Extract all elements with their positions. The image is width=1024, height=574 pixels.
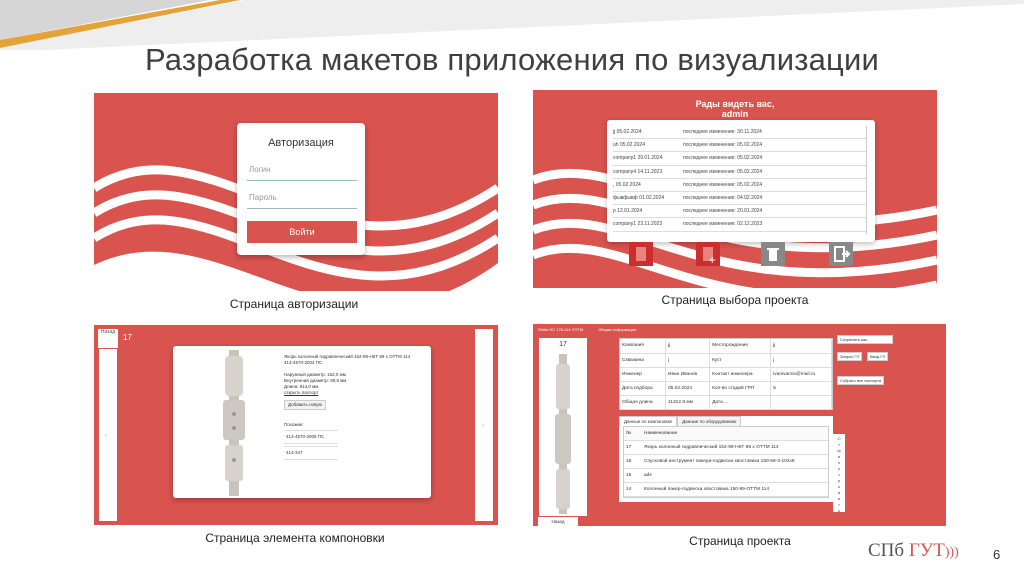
filter-label: О т ф и л ь т р о в а т ь — [837, 436, 841, 513]
university-logo — [868, 540, 959, 562]
field-value[interactable]: jj — [666, 339, 710, 353]
caption-element: Страница элемента компоновки — [205, 531, 385, 545]
caption-select-project: Страница выбора проекта — [661, 293, 809, 307]
logo-waves: ))) — [944, 545, 959, 560]
input-gp-button[interactable]: Ввод ГП — [867, 352, 888, 361]
chevron-left-icon: ‹ — [105, 433, 107, 439]
project-list — [607, 120, 875, 242]
project-changed: последнее изменение: 04.02.2024 — [683, 194, 763, 201]
field-value[interactable]: ivanivanov@mail.ru — [771, 367, 832, 381]
element-info — [284, 354, 424, 460]
field-label: Месторождение — [710, 339, 771, 353]
caption-project: Страница проекта — [689, 534, 791, 548]
project-name: Strike НС 178-114 ОТТМ — [538, 327, 584, 332]
auth-page-mockup — [94, 93, 498, 291]
field-value[interactable]: Иван Иванов — [666, 367, 710, 381]
info-row — [620, 395, 832, 409]
add-new-button[interactable]: Добавить новую — [284, 400, 326, 410]
info-row — [620, 353, 832, 367]
project-row[interactable] — [613, 179, 867, 192]
project-changed: последнее изменение: 20.01.2024 — [683, 208, 763, 215]
layout-grid — [623, 426, 829, 498]
save-as-select[interactable]: Сохранить как... — [837, 335, 893, 344]
info-row — [620, 339, 832, 353]
select-project-mockup — [533, 90, 937, 288]
request-gp-button[interactable]: Запрос ГП — [837, 352, 862, 361]
svg-text:+: + — [708, 255, 717, 266]
similar-item[interactable]: 413-347 — [284, 446, 338, 460]
project-changed: последнее изменение: 30.11.2024 — [683, 129, 762, 135]
field-value[interactable]: j — [771, 353, 832, 367]
logo-text: СПб — [868, 540, 905, 561]
project-name: company4 14.11.2023 — [613, 168, 663, 175]
info-row — [620, 381, 832, 395]
auth-card — [237, 123, 365, 255]
list-scrollbar[interactable] — [866, 126, 871, 234]
project-row[interactable] — [613, 192, 867, 205]
col-name: Наименование — [644, 431, 678, 436]
row-name: Спусковой инструмент пакера-подвески хвостовика 150-58-3-102х8 — [644, 459, 795, 464]
tab-layout[interactable]: Данные по компоновке — [619, 416, 677, 426]
login-field[interactable]: Логин — [247, 159, 357, 181]
project-name: jj 05.02.2024 — [613, 129, 642, 135]
field-value[interactable]: 11312.8 мм — [666, 395, 710, 409]
password-field[interactable]: Пароль — [247, 187, 357, 209]
project-name: , 05.02.2024 — [613, 181, 641, 188]
element-number: 17 — [123, 333, 132, 342]
project-changed: последнее изменение: 05.02.2024 — [683, 168, 763, 175]
project-name: р 12.01.2024 — [613, 208, 643, 215]
project-changed: последнее изменение: 05.02.2024 — [683, 155, 763, 162]
project-name: company1 23.11.2023 — [613, 221, 663, 228]
tab-equipment[interactable]: Данные по оборудованию — [677, 416, 741, 426]
project-number: 17 — [559, 341, 567, 348]
element-length: Длина: 814,0 мм — [284, 384, 319, 389]
add-file-icon[interactable] — [696, 242, 720, 266]
similar-label: Похожие: — [284, 422, 304, 427]
outer-diameter: Наружный диаметр: 152,0 мм — [284, 372, 346, 377]
tool-image — [539, 354, 587, 514]
field-label: Скважина — [620, 353, 666, 367]
logo-accent: ГУТ — [908, 540, 945, 561]
project-changed: последнее изменение: 05.02.2024 — [683, 142, 763, 149]
project-row[interactable] — [613, 166, 867, 179]
project-page-mockup — [533, 324, 946, 526]
open-file-icon[interactable] — [629, 242, 653, 266]
element-back-button[interactable]: Назад — [98, 329, 118, 348]
field-label: Кол-во стадий ГРП — [710, 381, 771, 395]
field-value[interactable]: 5 — [771, 381, 832, 395]
element-card — [173, 346, 431, 498]
project-preview — [539, 338, 587, 516]
similar-item[interactable]: 413-4570-2005 ПС — [284, 430, 338, 444]
auth-heading: Авторизация — [268, 137, 334, 149]
field-label: Контакт инженера — [710, 367, 771, 381]
greeting-user: admin — [721, 109, 749, 119]
trash-icon[interactable] — [761, 242, 785, 266]
row-number: 14 — [626, 487, 632, 492]
tab-bar — [619, 416, 833, 426]
table-row[interactable] — [624, 455, 828, 469]
element-name: Якорь колонный гидравлический 152-99-НКТ 89 х ОТТМ 114 — [284, 354, 411, 359]
row-number: 16 — [626, 459, 632, 464]
table-row[interactable] — [624, 469, 828, 483]
page-number: 6 — [993, 547, 1001, 562]
field-label: Дата ... — [710, 395, 771, 409]
col-number: № — [626, 431, 632, 436]
field-label: Инженер — [620, 367, 666, 381]
project-name: фывфывф 01.02.2024 — [613, 194, 665, 201]
grid-header — [624, 427, 828, 441]
project-name: company1 29.01.2024 — [613, 155, 663, 162]
element-page-mockup — [94, 325, 498, 525]
project-info-table — [619, 338, 833, 410]
left-scroll-panel[interactable] — [99, 349, 117, 521]
project-changed: последнее изменение: 02.12.2023 — [683, 221, 763, 228]
assemble-passports-button[interactable]: Собрать все паспорта — [837, 376, 884, 385]
row-number: 15 — [626, 473, 632, 478]
chevron-right-icon: › — [482, 423, 484, 429]
right-scroll-panel[interactable] — [475, 329, 493, 521]
project-row[interactable] — [613, 205, 867, 218]
project-row[interactable] — [613, 152, 867, 165]
row-name: ads — [644, 473, 652, 478]
project-title-bar — [538, 327, 636, 332]
inner-diameter: Внутренний диаметр: 99,6 мм — [284, 378, 347, 383]
field-value[interactable] — [771, 395, 832, 409]
project-name: uh 05.02.2024 — [613, 142, 645, 149]
field-label: Дата подбора — [620, 381, 666, 395]
project-row[interactable] — [613, 126, 867, 139]
element-code: 413-4570-2004 ПС — [284, 360, 323, 365]
vertical-filter-button[interactable] — [833, 434, 845, 512]
exit-icon[interactable] — [829, 242, 853, 266]
field-value[interactable]: 05.02.2024 — [666, 381, 710, 395]
open-passport-link[interactable]: открыть паспорт — [284, 390, 319, 395]
tool-image — [203, 350, 263, 496]
field-value[interactable]: jj — [771, 339, 832, 353]
table-row[interactable] — [624, 483, 828, 497]
row-number: 17 — [626, 445, 632, 450]
login-button[interactable]: Войти — [247, 221, 357, 243]
table-row[interactable] — [624, 441, 828, 455]
info-row — [620, 367, 832, 381]
project-row[interactable] — [613, 218, 867, 231]
project-tabs-area — [619, 416, 833, 502]
caption-auth: Страница авторизации — [229, 297, 359, 311]
slide-title: Разработка макетов приложения по визуализации — [144, 42, 880, 77]
row-name: Колонный пакер-подвеска хвостовика 150-99-ОТТМ 114 — [644, 487, 770, 492]
section-label: Общая информация — [598, 327, 637, 332]
row-name: Якорь колонный гидравлический 152-99-НКТ 89 х ОТТМ 114 — [644, 445, 779, 450]
project-changed: последнее изменение: 05.02.2024 — [683, 181, 763, 188]
project-back-button[interactable]: Назад — [538, 517, 578, 526]
field-label: Общая длина — [620, 395, 666, 409]
project-row[interactable] — [613, 139, 867, 152]
field-label: Компания — [620, 339, 666, 353]
field-value[interactable]: j — [666, 353, 710, 367]
greeting-line-1: Рады видеть вас, — [695, 99, 775, 109]
field-label: Куст — [710, 353, 771, 367]
